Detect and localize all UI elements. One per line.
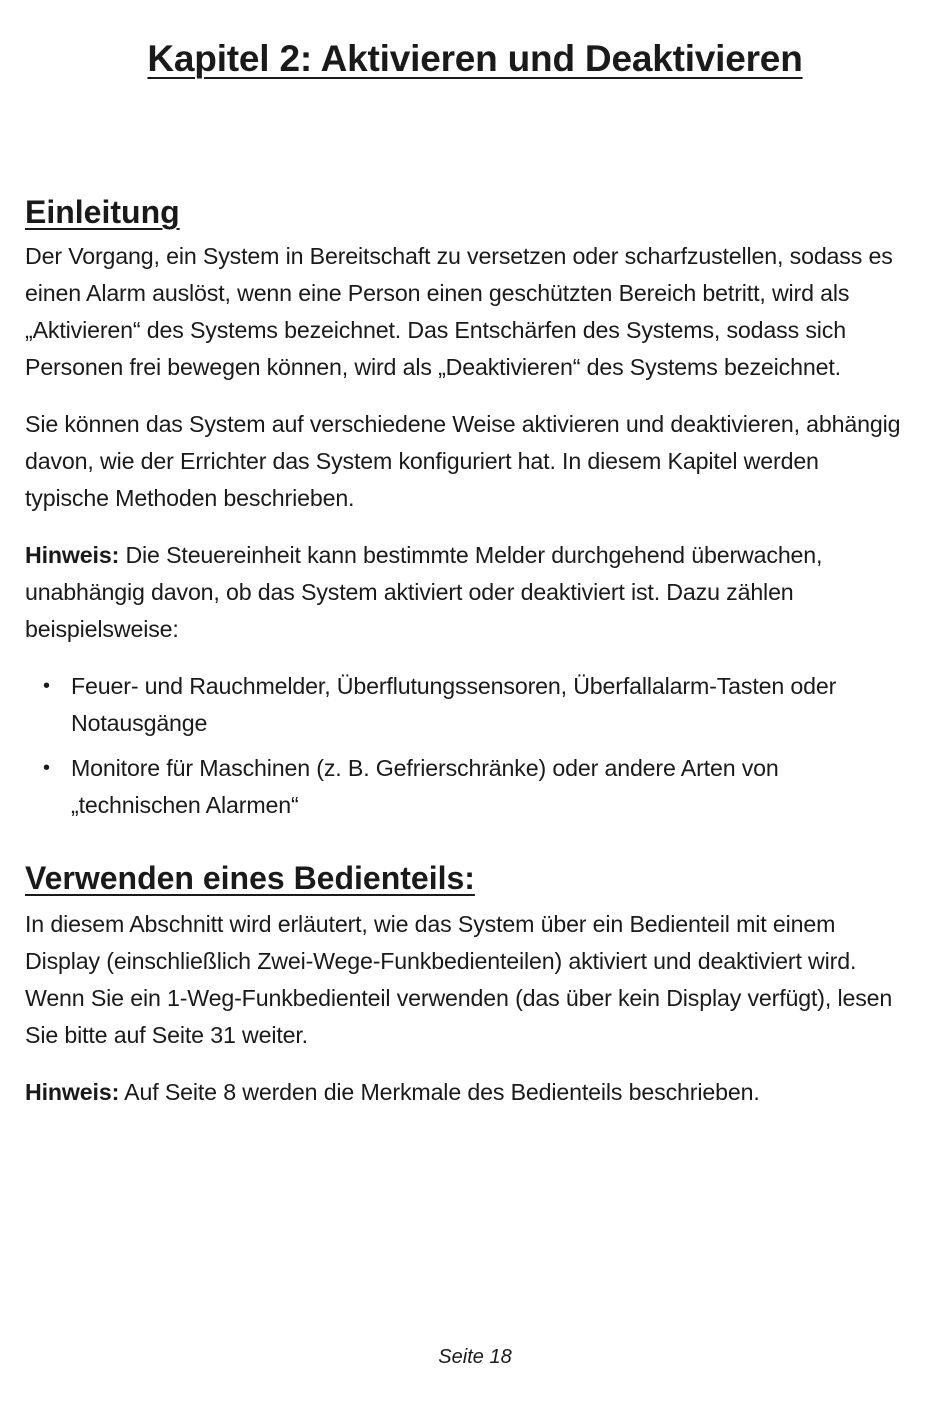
section-heading-keypad: Verwenden eines Bedienteils: bbox=[25, 860, 475, 896]
list-item bbox=[25, 750, 905, 824]
chapter-title: Kapitel 2: Aktivieren und Deaktivieren bbox=[147, 38, 803, 79]
note-label: Hinweis: bbox=[25, 1079, 120, 1105]
list-item-text: Feuer- und Rauchmelder, Überflutungssensoren, Überfallalarm-Tasten oder Notausgänge bbox=[71, 673, 837, 736]
section-introduction bbox=[25, 188, 905, 824]
note-label: Hinweis: bbox=[25, 542, 120, 568]
section-keypad bbox=[25, 854, 905, 1111]
intro-paragraph-1: Der Vorgang, ein System in Bereitschaft zu versetzen oder scharfzustellen, sodass es einen Alarm auslöst, wenn eine Person einen geschützten Bereich betritt, wird als „Aktivieren“ des Systems bezeichnet. Das Entschärfen des Systems, sodass sich Personen frei bewegen können, wird als „Deaktivieren“ des Systems bezeichnet. bbox=[25, 243, 893, 380]
intro-paragraph-2: Sie können das System auf verschiedene Weise aktivieren und deaktivieren, abhängig davon, wie der Errichter das System konfiguriert hat. In diesem Kapitel werden typische Methoden beschrieben. bbox=[25, 411, 901, 511]
bullet-icon: • bbox=[43, 675, 50, 697]
keypad-note bbox=[25, 1074, 905, 1111]
page-content bbox=[25, 188, 905, 1131]
monitored-detectors-list bbox=[25, 668, 905, 824]
list-item-text: Monitore für Maschinen (z. B. Gefrierschränke) oder andere Arten von „technischen Alarmen“ bbox=[71, 755, 779, 818]
intro-note bbox=[25, 537, 905, 648]
bullet-icon: • bbox=[43, 757, 50, 779]
keypad-paragraph-1: In diesem Abschnitt wird erläutert, wie das System über ein Bedienteil mit einem Display (einschließlich Zwei-Wege-Funkbedienteilen) aktiviert und deaktiviert wird. Wenn Sie ein 1-Weg-Funkbedienteil verwenden (das über kein Display verfügt), lesen Sie bitte auf Seite 31 weiter. bbox=[25, 911, 893, 1048]
note-text: Auf Seite 8 werden die Merkmale des Bedienteils beschrieben. bbox=[119, 1079, 760, 1105]
note-text: Die Steuereinheit kann bestimmte Melder durchgehend überwachen, unabhängig davon, ob das System aktiviert oder deaktiviert ist. Dazu zählen beispielsweise: bbox=[25, 542, 823, 642]
page-number: Seite 18 bbox=[438, 1346, 512, 1368]
list-item bbox=[25, 668, 905, 742]
section-heading-introduction: Einleitung bbox=[25, 194, 180, 230]
